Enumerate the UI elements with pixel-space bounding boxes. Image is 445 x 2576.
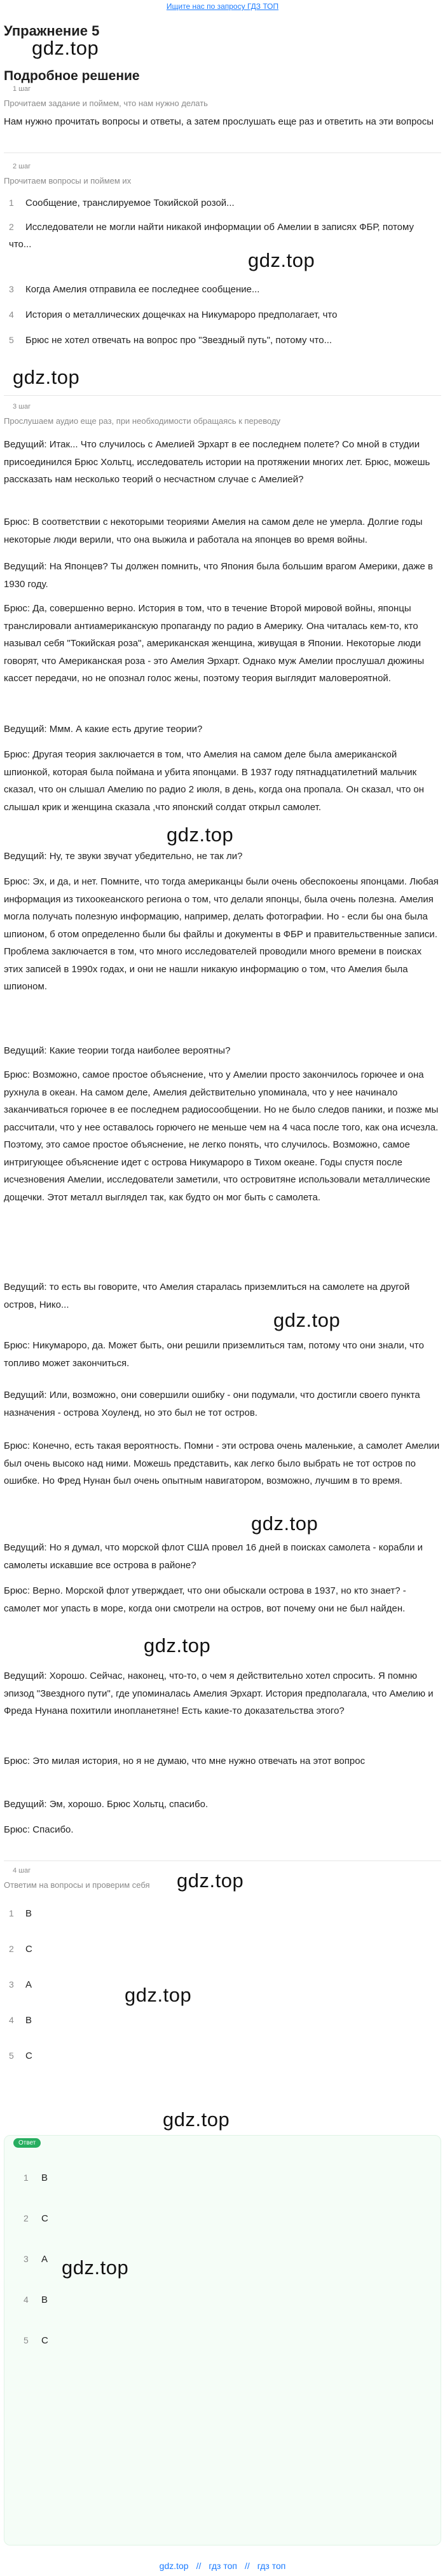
step-desc: Прочитаем вопросы и поймем их xyxy=(4,176,132,186)
dialogue-line: Ведущий: На Японцев? Ты должен помнить, что Япония была большим врагом Америки, даже в 1930 году. xyxy=(4,561,433,590)
dialogue-line: Брюс: Другая теория заключается в том, что Амелия на самом деле была американской шпионкой, которая была поймана и убита японцами. В 1937 году пятнадцатилетний мальчик сказал, что он слышал Амелию по радио 2 июля, в день, когда она пропала. Он сказал, что он слышал крик и женщина сказала ,что японский солдат открыл самолет. xyxy=(4,749,424,813)
dialogue-line: Ведущий: Эм, хорошо. Брюс Хольтц, спасибо. xyxy=(4,1799,209,1810)
question-item: 2 Исследователи не могли найти никакой информации об Амелии в записях ФБР, потому что... xyxy=(9,222,414,250)
footer-link[interactable]: гдз топ xyxy=(209,2561,237,2571)
solution-subtitle: Подробное решение xyxy=(4,69,140,83)
footer-separator: // xyxy=(244,2561,250,2571)
answer-block xyxy=(4,2135,441,2545)
footer-link[interactable]: гдз топ xyxy=(257,2561,286,2571)
footer-links xyxy=(0,2561,445,2571)
step-1 xyxy=(4,81,441,130)
exercise-title: Упражнение 5 xyxy=(4,23,100,39)
watermark: gdz.top xyxy=(177,1869,244,1892)
dialogue-line: Ведущий: Ммм. А какие есть другие теории? xyxy=(4,724,203,735)
divider xyxy=(4,395,441,396)
dialogue-line: Брюс: Спасибо. xyxy=(4,1824,74,1835)
banner-link[interactable]: Ищите нас по запросу ГДЗ ТОП xyxy=(166,2,279,11)
step-desc: Прослушаем аудио еще раз, при необходимости обращаясь к переводу xyxy=(4,416,281,426)
watermark: gdz.top xyxy=(32,37,99,59)
question-item: 1 Сообщение, транслируемое Токийской розой... xyxy=(9,198,235,208)
answer-item: 1 B xyxy=(9,1908,32,1919)
answer-item: 5 C xyxy=(9,2051,32,2061)
step-3 xyxy=(4,399,441,431)
dialogue-line: Брюс: Да, совершенно верно. История в том, что в течение Второй мировой войны, японцы транслировали антиамериканскую пропаганду по радио в Америку. Она читалась кем-то, кто называл себя "Токийская роза", американская женщина, живущая в Японии. Некоторые люди говорят, что Американская роза - это Амелия Эрхарт. Однако муж Амелии прослушал дюжины кассет передачи, но не опознал голос жены, поэтому теория выглядит маловероятной. xyxy=(4,603,425,684)
dialogue-line: Брюс: Это милая история, но я не думаю, что мне нужно отвечать на этот вопрос xyxy=(4,1756,366,1766)
step-label: 4 шаг xyxy=(13,1867,31,1874)
dialogue-line: Брюс: Никумароро, да. Может быть, они решили приземлиться там, потому что они знали, что топливо может закончиться. xyxy=(4,1340,424,1369)
watermark: gdz.top xyxy=(167,824,234,846)
question-item: 3 Когда Амелия отправила ее последнее сообщение... xyxy=(9,284,260,295)
watermark: gdz.top xyxy=(251,1512,318,1535)
step-desc: Прочитаем задание и поймем, что нам нужно делать xyxy=(4,98,208,108)
answer-item: 3 A xyxy=(9,1979,32,1990)
question-item: 5 Брюс не хотел отвечать на вопрос про "Звездный путь", потому что... xyxy=(9,335,332,346)
dialogue-line: Ведущий: Какие теории тогда наиболее вероятны? xyxy=(4,1045,231,1056)
answer-row: 3 A xyxy=(24,2254,48,2265)
answer-badge: Ответ xyxy=(13,2138,41,2148)
dialogue-line: Ведущий: Итак... Что случилось с Амелией Эрхарт в ее последнем полете? Со мной в студии присоединился Брюс Хольтц, исследователь истории на протяжении многих лет. Брюс, можешь рассказать нам несколько теорий о несчастном случае с Амелией? xyxy=(4,439,430,485)
dialogue-line: Брюс: Конечно, есть такая вероятность. Помни - эти острова очень маленькие, а самолет Амелии был очень высоко над ними. Можешь представить, как легко было выбрать не тот остров по ошибке. Но Фред Нунан был очень опытным навигатором, возможно, лучшим в то время. xyxy=(4,1441,440,1486)
watermark: gdz.top xyxy=(163,2108,230,2131)
footer-separator: // xyxy=(196,2561,202,2571)
watermark: gdz.top xyxy=(125,1984,192,2006)
step-label: 1 шаг xyxy=(13,85,31,93)
step-desc: Ответим на вопросы и проверим себя xyxy=(4,1880,150,1890)
dialogue-line: Ведущий: Но я думал, что морской флот США провел 16 дней в поисках самолета - корабли и самолеты искавшие все острова в районе? xyxy=(4,1542,423,1571)
watermark: gdz.top xyxy=(144,1634,211,1657)
question-item: 4 История о металлических дощечках на Никумароро предполагает, что xyxy=(9,309,338,320)
footer-link[interactable]: gdz.top xyxy=(159,2561,189,2571)
answer-row: 2 C xyxy=(24,2213,48,2224)
step-label: 3 шаг xyxy=(13,403,31,410)
step-text: Нам нужно прочитать вопросы и ответы, а затем прослушать еще раз и ответить на эти вопросы xyxy=(4,116,434,127)
watermark: gdz.top xyxy=(248,249,315,271)
step-2 xyxy=(4,159,441,191)
dialogue-line: Брюс: Эх, и да, и нет. Помните, что тогда американцы были очень обеспокоены японцами. Любая информация из тихоокеанского региона о том, что делали японцы, была очень полезна. Амелия могла получать полезную информацию, например, делать фотографии. Но - если бы она была шпионом, б отом определенно были бы файлы и документы в ФБР и правительственные записи. Проблема заключается в том, что много исследователей проводили много времени в поисках этих записей в 1990х годах, и они не нашли никакую информацию о том, что Амелия была шпионом. xyxy=(4,876,439,992)
answer-row: 5 C xyxy=(24,2335,48,2346)
watermark: gdz.top xyxy=(62,2256,129,2279)
dialogue-line: Ведущий: то есть вы говорите, что Амелия старалась приземлиться на самолете на другой остров, Нико... xyxy=(4,1282,410,1310)
top-banner[interactable] xyxy=(0,0,445,13)
dialogue-line: Брюс: Верно. Морской флот утверждает, что они обыскали острова в 1937, но кто знает? - самолет мог упасть в море, когда они смотрели на остров, вот почему они не был найден. xyxy=(4,1585,406,1614)
step-label: 2 шаг xyxy=(13,163,31,170)
answer-row: 4 B xyxy=(24,2295,48,2305)
watermark: gdz.top xyxy=(273,1309,341,1331)
dialogue-line: Брюс: В соответствии с некоторыми теориями Амелия на самом деле не умерла. Долгие годы некоторые люди верили, что она выжила и работала на японцев во время войны. xyxy=(4,517,423,545)
dialogue-line: Ведущий: Ну, те звуки звучат убедительно, не так ли? xyxy=(4,851,243,862)
dialogue-line: Ведущий: Хорошо. Сейчас, наконец, что-то, о чем я действительно хотел спросить. Я помню эпизод "Звездного пути", где упоминалась Амелия Эрхарт. История предполагала, что Амелию и Фреда Нунана похитили инопланетяне! Есть какие-то доказательства этого? xyxy=(4,1671,434,1716)
dialogue-line: Брюс: Возможно, самое простое объяснение, что у Амелии просто закончилось горючее и она рухнула в океан. На самом деле, Амелия действительно упоминала, что у нее начинало заканчиваться горючее в ее последнем радиосообщении. Но не было следов паники, и позже мы рассчитали, что у нее оставалось горючего не меньше чем на 4 часа после того, как она исчезла. Поэтому, это самое простое объяснение, не легко понять, что случилось. Возможно, самое интригующее объяснение идет с острова Никумароро в Тихом океане. Годы спустя после исчезновения Амелии, исследователи заметили, что островитяне использовали металлические дощечки. Этот металл выглядел так, как будто он мог быть с самолета. xyxy=(4,1069,439,1203)
answer-row: 1 B xyxy=(24,2173,48,2183)
dialogue-line: Ведущий: Или, возможно, они совершили ошибку - они подумали, что достигли своего пункта назначения - острова Хоуленд, но это был не тот остров. xyxy=(4,1390,420,1418)
answer-item: 4 B xyxy=(9,2015,32,2026)
answer-item: 2 C xyxy=(9,1944,32,1955)
watermark: gdz.top xyxy=(13,366,80,388)
